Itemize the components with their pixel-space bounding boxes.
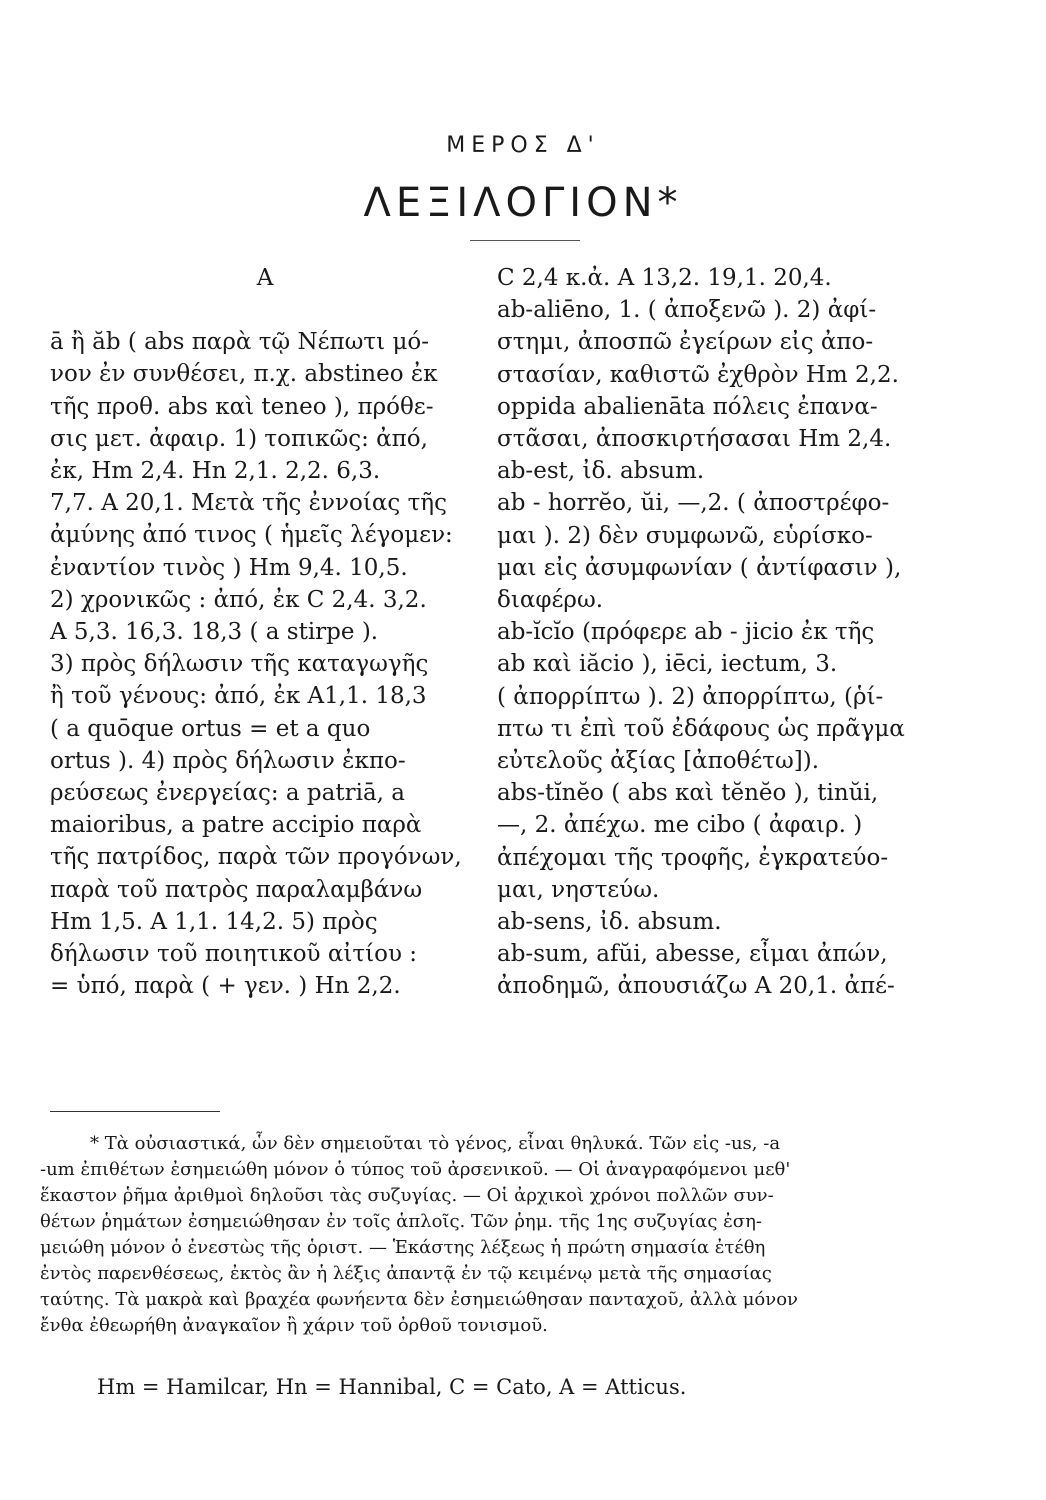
text-line: ab καὶ iăcio ), iēci, iectum, 3. [497, 651, 838, 678]
text-line: ἢ τοῦ γένους: ἀπό, ἐκ A1,1. 18,3 [50, 683, 427, 710]
text-line: δήλωσιν τοῦ ποιητικοῦ αἰτίου : [50, 941, 418, 968]
text-line: στασίαν, καθιστῶ ἐχθρὸν Hm 2,2. [497, 361, 899, 388]
text-line: μαι εἰς ἀσυμφωνίαν ( ἀντίφασιν ), [497, 554, 902, 581]
footnote-line: * Τὰ οὐσιαστικά, ὧν δὲν σημειοῦται τὸ γένος, εἶναι θηλυκά. Τῶν εἰς -us, -a [90, 1133, 781, 1154]
text-line: νον ἐν συνθέσει, π.χ. abstineo ἐκ [50, 361, 438, 388]
text-line: 3) πρὸς δήλωσιν τῆς καταγωγῆς [50, 651, 429, 678]
text-line: = ὑπό, παρὰ ( + γεν. ) Hn 2,2. [50, 973, 401, 1000]
text-line: ā ἢ ăb ( abs παρὰ τῷ Νέπωτι μό- [50, 329, 430, 356]
text-line: A 5,3. 16,3. 18,3 ( a stirpe ). [50, 619, 379, 646]
footnote-line: ἕκαστον ῥῆμα ἀριθμοὶ δηλοῦσι τὰς συζυγίας. — Οἱ ἀρχικοὶ χρόνοι πολλῶν συν- [40, 1185, 774, 1206]
text-line: 2) χρονικῶς : ἀπό, ἐκ C 2,4. 3,2. [50, 586, 427, 613]
text-line: τῆς προθ. abs καὶ teneo ), πρόθε- [50, 393, 434, 420]
text-line: —, 2. ἀπέχω. me cibo ( ἀφαιρ. ) [497, 812, 863, 839]
footnote-line: μειώθη μόνον ὁ ἐνεστὼς τῆς ὁριστ. — Ἑκάστης λέξεως ἡ πρώτη σημασία ἐτέθη [40, 1237, 766, 1258]
text-line: ἀπέχομαι τῆς τροφῆς, ἐγκρατεύο- [497, 844, 889, 871]
text-line: πτω τι ἐπὶ τοῦ ἐδάφους ὡς πρᾶγμα [497, 715, 905, 742]
footnote-line: ἐντὸς παρενθέσεως, ἐκτὸς ἂν ἡ λέξις ἀπαντᾷ ἐν τῷ κειμένῳ μετὰ τῆς σημασίας [40, 1263, 772, 1284]
text-line: στᾶσαι, ἀποσκιρτήσασαι Hm 2,4. [497, 426, 892, 453]
text-line: ab-aliēno, 1. ( ἀποξενῶ ). 2) ἀφί- [497, 297, 877, 324]
text-line: σις μετ. ἀφαιρ. 1) τοπικῶς: ἀπό, [50, 425, 428, 452]
text-line: ἐναντίον τινὸς ) Hm 9,4. 10,5. [50, 554, 408, 581]
text-line: ab-est, ἰδ. absum. [497, 458, 705, 485]
text-line: ( a quōque ortus = et a quo [50, 715, 371, 742]
text-line: Hm 1,5. A 1,1. 14,2. 5) πρὸς [50, 908, 378, 935]
abbreviations-legend: Hm = Hamilcar, Hn = Hannibal, C = Cato, A = Atticus. [97, 1375, 687, 1399]
footnote-line: ἔνθα ἐθεωρήθη ἀναγκαῖον ἢ χάριν τοῦ ὀρθοῦ τονισμοῦ. [40, 1315, 548, 1336]
section-title: ΛΕΞΙΛΟΓΙΟΝ* [363, 180, 683, 226]
text-line: ab - horrĕo, ŭi, —,2. ( ἀποστρέφο- [497, 490, 890, 517]
footnote-divider [50, 1111, 220, 1112]
text-line: oppida abalienāta πόλεις ἐπανα- [497, 393, 878, 420]
text-line: maioribus, a patre accipio παρὰ [50, 812, 422, 839]
spacer [50, 294, 480, 326]
text-line: C 2,4 κ.ἀ. A 13,2. 19,1. 20,4. [497, 265, 832, 291]
title-divider [470, 240, 580, 241]
text-line: ἀποδημῶ, ἀπουσιάζω A 20,1. ἀπέ- [497, 973, 895, 1000]
letter-heading: A [256, 265, 274, 291]
text-line: ab-sens, ἰδ. absum. [497, 909, 722, 936]
text-line: ἐκ, Hm 2,4. Hn 2,1. 2,2. 6,3. [50, 458, 381, 485]
part-label: ΜΕΡΟΣ Δ' [446, 133, 600, 158]
footnote-line: θέτων ῥημάτων ἐσημειώθησαν ἐν τοῖς ἁπλοῖς. Τῶν ῥημ. τῆς 1ης συζυγίας ἐση- [40, 1211, 762, 1232]
text-line: παρὰ τοῦ πατρὸς παραλαμβάνω [50, 876, 423, 903]
text-line: abs-tĭnĕo ( abs καὶ tĕnĕo ), tinŭi, [497, 780, 879, 807]
text-line: στημι, ἀποσπῶ ἐγείρων εἰς ἀπο- [497, 329, 874, 356]
text-line: εὐτελοῦς ἀξίας [ἀποθέτω]). [497, 748, 820, 775]
text-line: μαι, νηστεύω. [497, 876, 660, 903]
text-line: ( ἀπορρίπτω ). 2) ἀπορρίπτω, (ῥί- [497, 683, 884, 710]
text-line: ρεύσεως ἐνεργείας: a patriā, a [50, 780, 405, 807]
text-line: ab-ĭcĭo (πρόφερε ab - jicio ἐκ τῆς [497, 619, 875, 646]
text-line: τῆς πατρίδος, παρὰ τῶν προγόνων, [50, 844, 462, 871]
left-column [50, 262, 480, 1002]
text-line: μαι ). 2) δὲν συμφωνῶ, εὑρίσκο- [497, 522, 873, 549]
text-line: ab-sum, afŭi, abesse, εἶμαι ἀπών, [497, 941, 888, 968]
text-line: ortus ). 4) πρὸς δήλωσιν ἐκπο- [50, 747, 406, 774]
footnote-line: -um ἐπιθέτων ἐσημειώθη μόνον ὁ τύπος τοῦ ἀρσενικοῦ. — Οἱ ἀναγραφόμενοι μεθ' [40, 1159, 791, 1180]
text-line: ἀμύνης ἀπό τινος ( ἡμεῖς λέγομεν: [50, 522, 453, 549]
footnote-line: ταύτης. Τὰ μακρὰ καὶ βραχέα φωνήεντα δὲν ἐσημειώθησαν πανταχοῦ, ἀλλὰ μόνον [40, 1289, 798, 1310]
text-line: διαφέρω. [497, 587, 604, 614]
right-column [497, 262, 937, 1003]
footnote [40, 1131, 940, 1339]
text-line: 7,7. A 20,1. Μετὰ τῆς ἐννοίας τῆς [50, 490, 447, 517]
